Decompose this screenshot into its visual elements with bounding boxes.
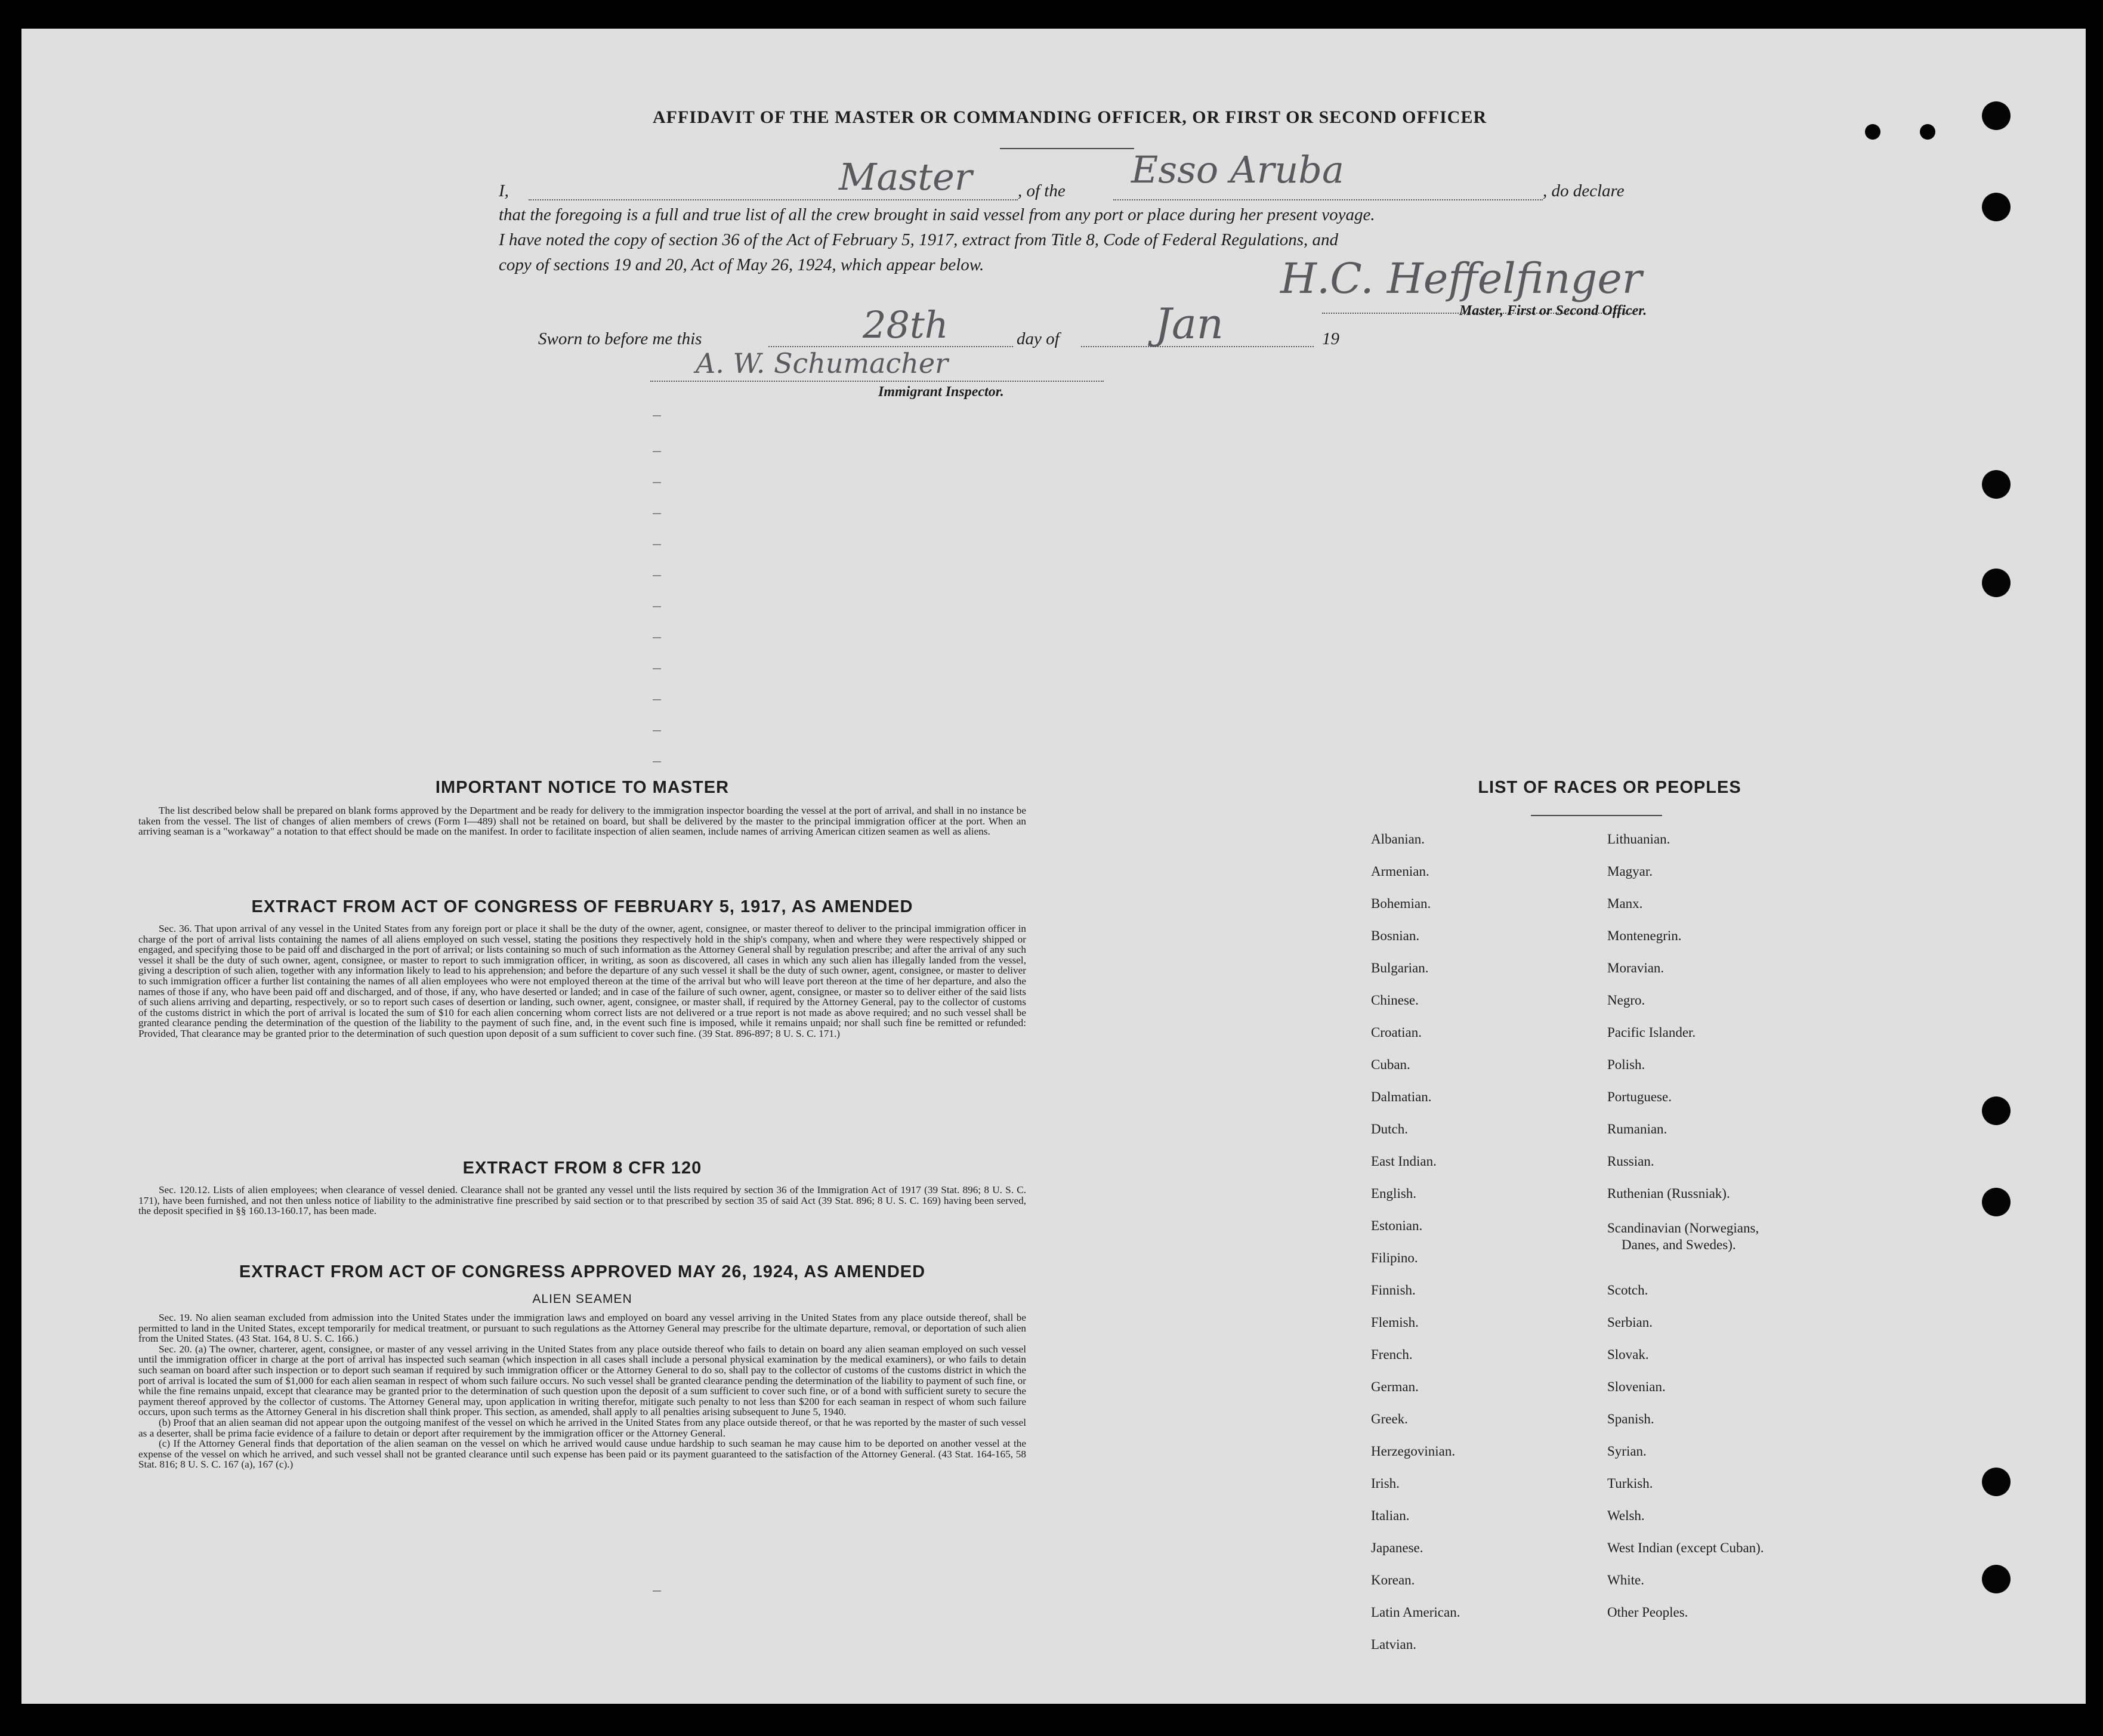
i-label: I, [499, 181, 509, 200]
race-item: Danes, and Swedes). [1622, 1237, 1736, 1252]
race-item: Dutch. [1371, 1122, 1408, 1136]
binder-hole-icon [1920, 124, 1935, 140]
race-item: German. [1371, 1379, 1419, 1394]
title-rule [1000, 148, 1134, 149]
race-item: Bulgarian. [1371, 960, 1429, 975]
day-handwritten: 28th [863, 303, 949, 347]
race-item: Bosnian. [1371, 928, 1420, 943]
inspector-label: Immigrant Inspector. [878, 384, 1004, 400]
extract-cfr-heading: EXTRACT FROM 8 CFR 120 [462, 1159, 702, 1178]
race-item: Welsh. [1607, 1508, 1645, 1523]
race-item: Russian. [1607, 1154, 1654, 1169]
declare-label: , do declare [1543, 181, 1625, 200]
race-item: Filipino. [1371, 1250, 1418, 1265]
race-item: Japanese. [1371, 1540, 1423, 1555]
document-page [21, 29, 2086, 1704]
race-item: Serbian. [1607, 1315, 1653, 1330]
ruled-mark [653, 761, 661, 762]
ruled-mark [653, 668, 661, 669]
race-item: Latin American. [1371, 1605, 1460, 1620]
race-item: West Indian (except Cuban). [1607, 1540, 1764, 1555]
ruled-mark [653, 637, 661, 638]
race-item: Italian. [1371, 1508, 1410, 1523]
ruled-mark [653, 415, 661, 416]
extract-1924-heading: EXTRACT FROM ACT OF CONGRESS APPROVED MAY 26, 1924, AS AMENDED [239, 1262, 926, 1281]
sworn-label: Sworn to before me this [538, 329, 702, 348]
vessel-field [1113, 199, 1543, 200]
races-heading-rule [1531, 815, 1662, 816]
race-item: Turkish. [1607, 1476, 1653, 1491]
race-item: Korean. [1371, 1573, 1415, 1587]
race-item: Irish. [1371, 1476, 1400, 1491]
race-item: Croatian. [1371, 1025, 1422, 1040]
ruled-mark [653, 606, 661, 607]
ruled-mark [653, 699, 661, 700]
section-20a-text: Sec. 20. (a) The owner, charterer, agent, consignee, or master of any vessel arriving in the United States from any place outside thereof who fails to detain on board any alien seaman employed on such vessel until the immigration officer in charge at the port of arrival has inspected such seaman (which inspection in all cases shall include a personal physical examination by the medical examiners), or who fails to detain such seaman on board after such inspection or to deport such seaman if required by such immigration officer or the Attorney General to do so, shall pay to the collector of customs of the customs district in which the port of arrival is located the sum of $1,000 for each alien seaman in respect of whom such failure occurs. No such vessel shall be granted clearance pending the determination of the liability to payment of such fine, or while the fine remains unpaid, except that clearance may be granted prior to the determination of such question upon the deposit of a sum sufficient to cover such fine, or of a bond with sufficient surety to secure the payment thereof approved by the collector of customs. The Attorney General may, upon application in writing therefor, mitigate such penalty to not less than $200 for each seaman in respect of whom such failure occurs, upon such terms as the Attorney General in his discretion shall think proper. This section, as amended, shall apply to all penalties arising subsequent to June 5, 1940. [138, 1343, 1026, 1418]
inspector-field [650, 381, 1104, 382]
alien-seamen-subheading: ALIEN SEAMEN [532, 1292, 632, 1306]
race-item: Flemish. [1371, 1315, 1419, 1330]
extract-1917-text: Sec. 36. That upon arrival of any vessel in the United States from any foreign port or place it shall be the duty of the owner, agent, consignee, or master thereof to deliver to the principal immigration officer in charge of the port of arrival lists containing the names of all aliens employed on such vessel, stating the positions they respectively hold in the ship's company, when and where they were respectively shipped or engaged, and specifying those to be paid off and discharged in the port of arrival; or lists containing so much of such information as the Attorney General shall by regulation prescribe; and after the arrival of any such vessel it shall be the duty of such owner, agent, consignee, or master to report to such immigration officer, in writing, as soon as discovered, all cases in which any such alien has illegally landed from the vessel, giving a description of such alien, together with any information likely to lead to his apprehension; and before the departure of any such vessel it shall be the duty of such owner, agent, consignee, or master to deliver to such immigration officer a further list containing the names of all alien employees who were not employed thereon at the time of the arrival but who will leave port thereon at the time of her departure, and also the names of those if any, who have been paid off and discharged, and of those, if any, who have deserted or landed; and in case of the failure of such owner, agent, consignee, or master so to deliver either of the said lists of such aliens arriving and departing, respectively, or so to report such cases of desertion or landing, such owner, agent, consignee, or master shall, if required by the Attorney General, pay to the collector of customs of the customs district in which the port of arrival is located the sum of $10 for each alien concerning whom correct lists are not delivered or a true report is not made as above required; and no such vessel shall be granted clearance pending the determination of the question of the liability to the payment of such fine, and, in the event such fine is imposed, while it remains unpaid; nor shall such fine be remitted or refunded: Provided, That clearance may be granted prior to the determination of such question upon deposit of a sum sufficient to cover such fine. (39 Stat. 896-897; 8 U. S. C. 171.) [138, 923, 1026, 1039]
ruled-mark [653, 1590, 661, 1592]
ruled-mark [653, 544, 661, 545]
race-item: French. [1371, 1347, 1413, 1362]
extract-1924-block [138, 1312, 1026, 1470]
race-item: Syrian. [1607, 1444, 1647, 1459]
race-item: Scotch. [1607, 1283, 1648, 1298]
race-item: Portuguese. [1607, 1089, 1672, 1104]
of-the-label: , of the [1018, 181, 1066, 200]
race-item: Greek. [1371, 1411, 1408, 1426]
binder-hole-icon [1982, 1188, 2011, 1216]
binder-hole-icon [1982, 193, 2011, 221]
race-item: Estonian. [1371, 1218, 1423, 1233]
binder-hole-icon [1865, 124, 1880, 140]
month-handwritten: Jan [1155, 299, 1224, 348]
notice-text: The list described below shall be prepared on blank forms approved by the Department and be ready for delivery to the immigration inspector boarding the vessel at the port of arrival, and shall in no instance be taken from the vessel. The list of changes of alien members of crews (Form I—489) shall not be retained on board, but shall be delivered by the master to the principal immigration officer at the port. When an arriving seaman is a "workaway" a notation to that effect should be made on the manifest. In order to facilitate inspection of alien seamen, include names of arriving American citizen seamen as well as aliens. [138, 805, 1026, 838]
extract-cfr-text: Sec. 120.12. Lists of alien employees; when clearance of vessel denied. Clearance shall not be granted any vessel until the lists required by section 36 of the Immigration Act of 1917 (39 Stat. 896; 8 U. S. C. 171), have been furnished, and not then unless notice of liability to the administrative fine prescribed by said section or to that prescribed by section 35 of said Act (39 Stat. 896; 8 U. S. C. 169) having been served, the deposit specified in §§ 160.13-160.17, has been made. [138, 1184, 1026, 1217]
races-heading: LIST OF RACES OR PEOPLES [1478, 778, 1741, 797]
race-item: Montenegrin. [1607, 928, 1682, 943]
binder-hole-icon [1982, 1565, 2011, 1593]
officer-signature: H.C. Heffelfinger [1280, 254, 1642, 303]
ruled-mark [653, 575, 661, 576]
race-item: Manx. [1607, 896, 1643, 911]
race-item: Slovak. [1607, 1347, 1649, 1362]
affidavit-title: AFFIDAVIT OF THE MASTER OR COMMANDING OFFICER, OR FIRST OR SECOND OFFICER [653, 107, 1487, 127]
race-item: Moravian. [1607, 960, 1665, 975]
extract-1917-block [138, 923, 1026, 1039]
race-item: English. [1371, 1186, 1417, 1201]
declaration-line-2: that the foregoing is a full and true list of all the crew brought in said vessel from any port or place during her present voyage. [499, 205, 1375, 224]
ruled-mark [653, 513, 661, 514]
section-20b-text: (b) Proof that an alien seaman did not appear upon the outgoing manifest of the vessel on which he arrived in the United States from any place outside thereof, or that he was reported by the master of such vessel as a deserter, shall be prima facie evidence of a failure to detain or deport after requirement by the immigration officer or the Attorney General. [138, 1416, 1026, 1439]
inspector-signature: A. W. Schumacher [696, 347, 949, 379]
day-of-label: day of [1017, 329, 1060, 348]
notice-heading: IMPORTANT NOTICE TO MASTER [435, 778, 730, 797]
extract-1917-heading: EXTRACT FROM ACT OF CONGRESS OF FEBRUARY 5, 1917, AS AMENDED [251, 897, 913, 916]
race-item: Rumanian. [1607, 1122, 1667, 1136]
signature-label: Master, First or Second Officer. [1459, 303, 1647, 319]
ruled-mark [653, 451, 661, 452]
binder-hole-icon [1982, 1096, 2011, 1125]
binder-hole-icon [1982, 101, 2011, 130]
notice-block [138, 805, 1026, 837]
race-item: Negro. [1607, 993, 1645, 1008]
race-item: Cuban. [1371, 1057, 1410, 1072]
declaration-line-4: copy of sections 19 and 20, Act of May 26, 1924, which appear below. [499, 255, 984, 274]
ruled-mark [653, 730, 661, 731]
binder-hole-icon [1982, 470, 2011, 499]
race-item: Lithuanian. [1607, 832, 1670, 847]
race-item: Herzegovinian. [1371, 1444, 1456, 1459]
race-item: Spanish. [1607, 1411, 1654, 1426]
race-item: Polish. [1607, 1057, 1645, 1072]
race-item: Ruthenian (Russniak). [1607, 1186, 1730, 1201]
race-item: Latvian. [1371, 1637, 1416, 1652]
race-item: Albanian. [1371, 832, 1425, 847]
race-item: Pacific Islander. [1607, 1025, 1696, 1040]
race-item: Dalmatian. [1371, 1089, 1432, 1104]
ruled-mark [653, 482, 661, 483]
race-item: White. [1607, 1573, 1644, 1587]
race-item: Other Peoples. [1607, 1605, 1688, 1620]
race-item: Finnish. [1371, 1283, 1416, 1298]
declaration-line-3: I have noted the copy of section 36 of the Act of February 5, 1917, extract from Title 8, Code of Federal Regulations, and [499, 230, 1339, 249]
race-item: Bohemian. [1371, 896, 1431, 911]
race-item: Armenian. [1371, 864, 1429, 879]
race-item: Magyar. [1607, 864, 1653, 879]
section-20c-text: (c) If the Attorney General finds that deportation of the alien seaman on the vessel on which he arrived would cause undue hardship to such seaman he may cause him to be deported on another vessel at the expense of the vessel on which he arrived, and such vessel shall not be granted clearance until such expense has been paid or its payment guaranteed to the satisfaction of the Attorney General. (43 Stat. 164-165, 58 Stat. 816; 8 U. S. C. 167 (a), 167 (c).) [138, 1438, 1026, 1471]
extract-cfr-block [138, 1185, 1026, 1216]
race-item: Chinese. [1371, 993, 1419, 1008]
binder-hole-icon [1982, 569, 2011, 597]
vessel-handwritten: Esso Aruba [1131, 148, 1344, 191]
race-item: East Indian. [1371, 1154, 1437, 1169]
race-item: Scandinavian (Norwegians, [1607, 1221, 1759, 1235]
officer-handwritten: Master [839, 155, 972, 199]
year-prefix: 19 [1322, 329, 1339, 348]
officer-field [529, 199, 1018, 200]
race-item: Slovenian. [1607, 1379, 1666, 1394]
binder-hole-icon [1982, 1468, 2011, 1496]
section-19-text: Sec. 19. No alien seaman excluded from admission into the United States under the immigration laws and employed on board any vessel arriving in the United States from any place outside thereof, shall be permitted to land in the United States, except temporarily for medical treatment, or pursuant to such regulations as the Attorney General may prescribe for the ultimate departure, removal, or deportation of such alien from the United States. (43 Stat. 164, 8 U. S. C. 166.) [138, 1312, 1026, 1345]
